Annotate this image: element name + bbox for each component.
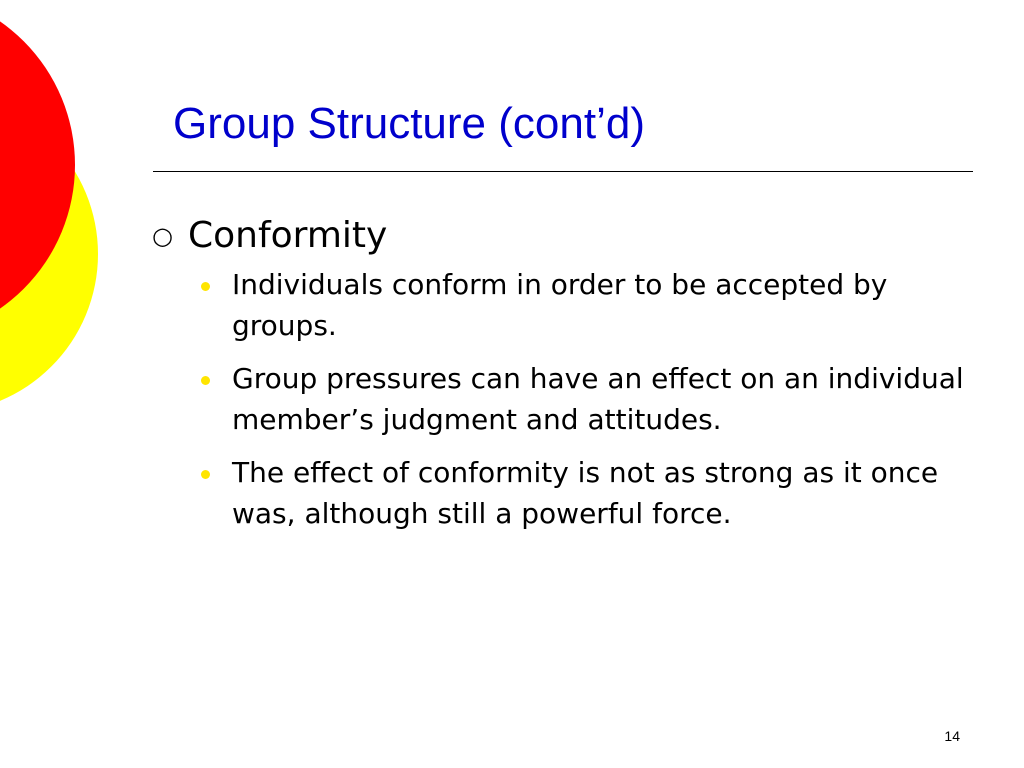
sub-bullet-item [150, 264, 990, 346]
title-divider [153, 171, 973, 172]
sub-bullet-text: Individuals conform in order to be accepted by groups. [232, 268, 888, 342]
yellow-dot-bullet-icon [201, 282, 210, 291]
main-bullet-text: Conformity [188, 215, 388, 256]
slide-title: Group Structure (cont’d) [173, 99, 645, 148]
hollow-circle-bullet-icon: ○ [152, 222, 173, 250]
main-bullet-item [150, 212, 990, 260]
yellow-dot-bullet-icon [201, 470, 210, 479]
yellow-dot-bullet-icon [201, 376, 210, 385]
slide-body [150, 212, 990, 546]
sub-bullet-text: Group pressures can have an effect on an individual member’s judgment and attitudes. [232, 362, 964, 436]
sub-bullet-item [150, 452, 990, 534]
page-number: 14 [944, 728, 960, 744]
sub-bullet-item [150, 358, 990, 440]
sub-bullet-text: The effect of conformity is not as strong as it once was, although still a powerful force. [232, 456, 939, 530]
sub-bullet-list [150, 264, 990, 534]
